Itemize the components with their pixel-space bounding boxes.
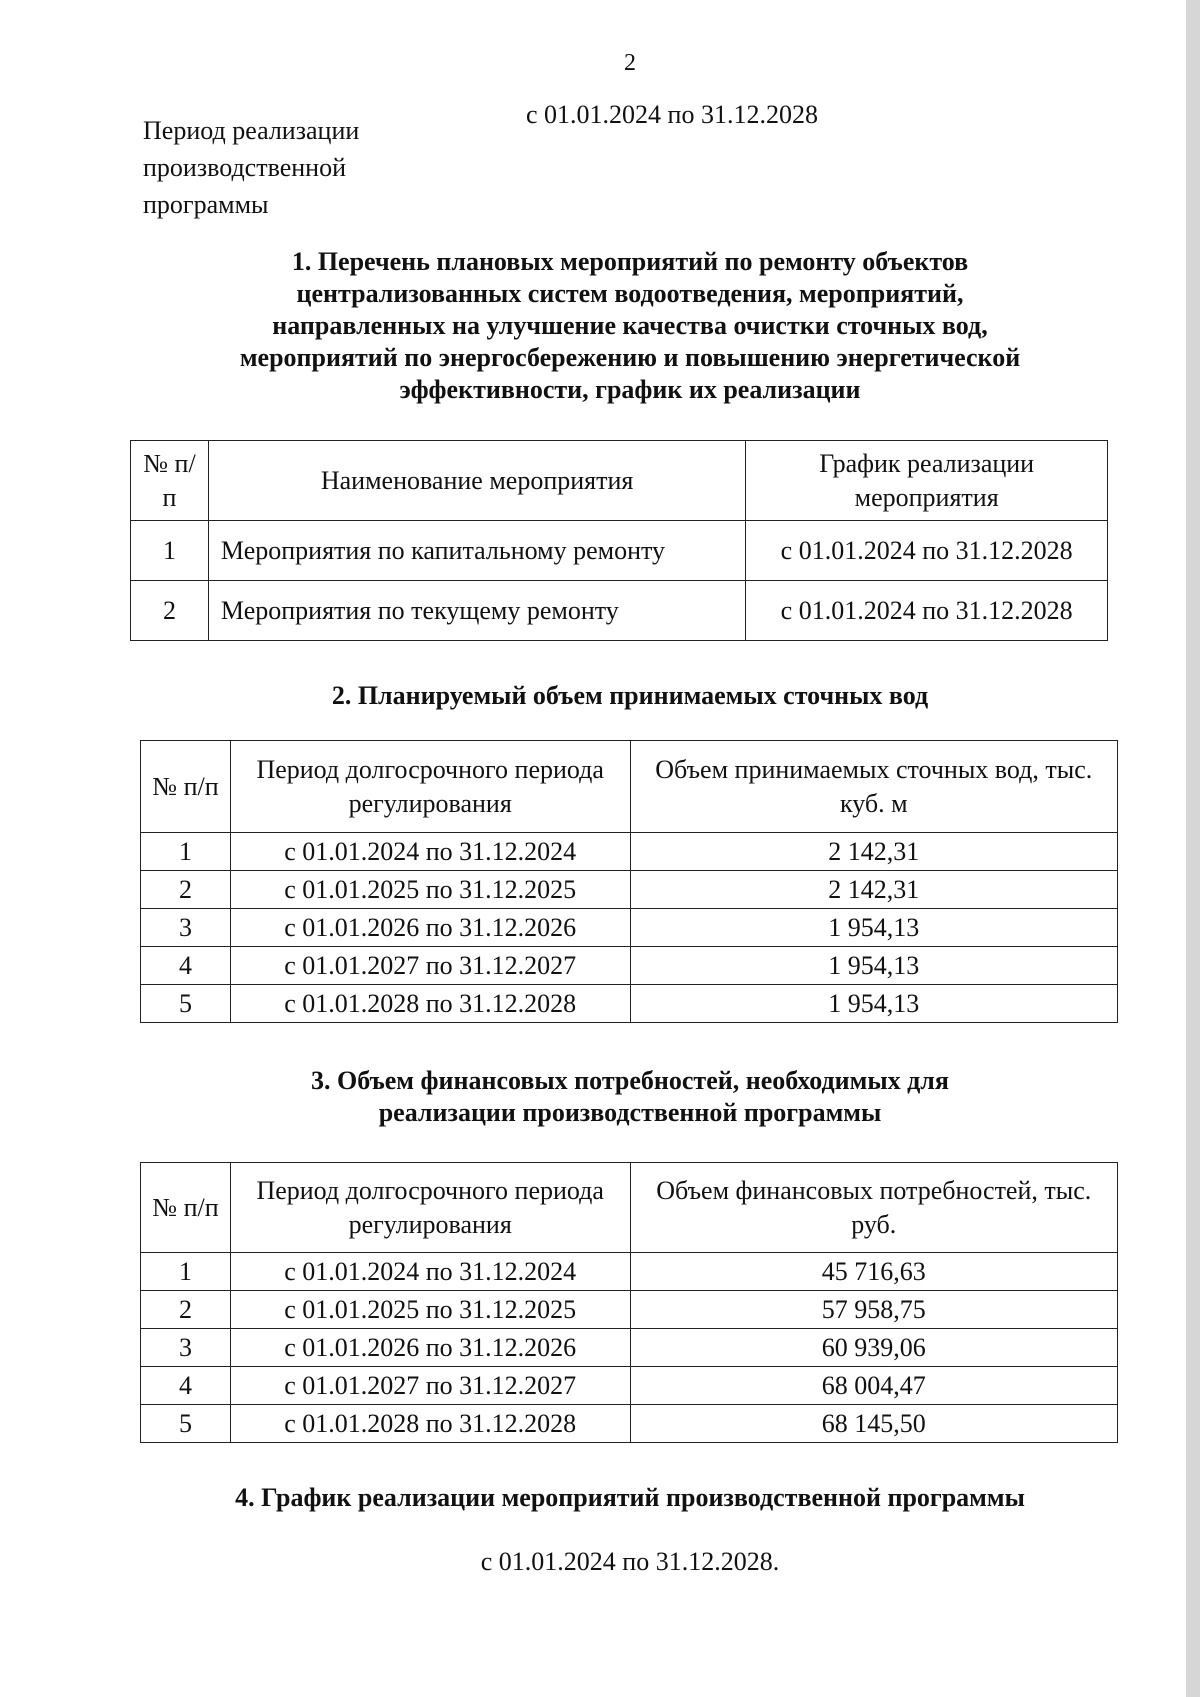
row-period: с 01.01.2024 по 31.12.2024 (230, 1253, 630, 1291)
row-period: с 01.01.2026 по 31.12.2026 (230, 1329, 630, 1367)
table-header-row (141, 741, 1118, 833)
row-num: 4 (141, 947, 231, 985)
row-num: 1 (141, 833, 231, 871)
row-period: с 01.01.2027 по 31.12.2027 (230, 1367, 630, 1405)
period-label: Период реализации производственной программы (143, 116, 360, 219)
period-value: с 01.01.2024 по 31.12.2028 (526, 100, 818, 129)
section1-title-line: направленных на улучшение качества очистки сточных вод, (272, 311, 988, 340)
row-value: 57 958,75 (630, 1291, 1117, 1329)
header-finance: Объем финансовых потребностей, тыс. руб. (630, 1163, 1117, 1253)
table-row (131, 521, 1108, 581)
table-row (141, 833, 1118, 871)
measures-table (130, 440, 1108, 641)
section3-title (0, 1065, 1200, 1129)
header-num: № п/п (141, 741, 231, 833)
section2-title: 2. Планируемый объем принимаемых сточных вод (331, 681, 929, 710)
section3-title-line: реализации производственной программы (378, 1098, 882, 1127)
table-row (141, 909, 1118, 947)
row-num: 4 (141, 1367, 231, 1405)
table-row (141, 1253, 1118, 1291)
row-value: 1 954,13 (630, 947, 1117, 985)
row-name: Мероприятия по текущему ремонту (208, 581, 745, 641)
section1-title-line: эффективности, график их реализации (399, 375, 861, 404)
row-num: 3 (141, 1329, 231, 1367)
table-header-row (141, 1163, 1118, 1253)
header-volume: Объем принимаемых сточных вод, тыс. куб. м (630, 741, 1117, 833)
row-value: 45 716,63 (630, 1253, 1117, 1291)
table-row (141, 1329, 1118, 1367)
table-row (141, 1367, 1118, 1405)
row-value: 1 954,13 (630, 909, 1117, 947)
row-value: 2 142,31 (630, 871, 1117, 909)
row-num: 3 (141, 909, 231, 947)
section1-title-line: 1. Перечень плановых мероприятий по ремонту объектов (291, 247, 969, 276)
table-header-row (131, 441, 1108, 521)
row-period: с 01.01.2025 по 31.12.2025 (230, 871, 630, 909)
row-period: с 01.01.2026 по 31.12.2026 (230, 909, 630, 947)
financial-needs-table (140, 1162, 1118, 1443)
header-num: № п/п (141, 1163, 231, 1253)
section1-title (0, 246, 1200, 406)
row-name: Мероприятия по капитальному ремонту (208, 521, 745, 581)
row-num: 2 (131, 581, 209, 641)
section1-title-line: мероприятий по энергосбережению и повышению энергетической (239, 343, 1021, 372)
row-period: с 01.01.2024 по 31.12.2024 (230, 833, 630, 871)
header-period: Период долгосрочного периода регулирования (230, 1163, 630, 1253)
section1-title-line: централизованных систем водоотведения, мероприятий, (296, 279, 964, 308)
row-schedule: с 01.01.2024 по 31.12.2028 (746, 521, 1108, 581)
row-value: 68 145,50 (630, 1405, 1117, 1443)
table-row (141, 1405, 1118, 1443)
row-value: 2 142,31 (630, 833, 1117, 871)
row-period: с 01.01.2028 по 31.12.2028 (230, 985, 630, 1023)
row-period: с 01.01.2025 по 31.12.2025 (230, 1291, 630, 1329)
table-row (141, 1291, 1118, 1329)
row-schedule: с 01.01.2024 по 31.12.2028 (746, 581, 1108, 641)
table-row (141, 985, 1118, 1023)
page-number: 2 (624, 50, 636, 76)
header-period: Период долгосрочного периода регулирования (230, 741, 630, 833)
row-num: 2 (141, 871, 231, 909)
row-period: с 01.01.2028 по 31.12.2028 (230, 1405, 630, 1443)
section3-title-line: 3. Объем финансовых потребностей, необходимых для (311, 1066, 949, 1095)
row-num: 1 (131, 521, 209, 581)
row-value: 60 939,06 (630, 1329, 1117, 1367)
row-num: 2 (141, 1291, 231, 1329)
header-name: Наименование мероприятия (208, 441, 745, 521)
row-value: 1 954,13 (630, 985, 1117, 1023)
wastewater-volume-table (140, 740, 1118, 1023)
table-row (131, 581, 1108, 641)
row-num: 5 (141, 985, 231, 1023)
row-value: 68 004,47 (630, 1367, 1117, 1405)
row-num: 1 (141, 1253, 231, 1291)
header-schedule: График реализации мероприятия (746, 441, 1108, 521)
section4-title: 4. График реализации мероприятий производственной программы (235, 1483, 1025, 1512)
row-period: с 01.01.2027 по 31.12.2027 (230, 947, 630, 985)
section4-period: с 01.01.2024 по 31.12.2028. (480, 1547, 780, 1576)
table-row (141, 947, 1118, 985)
header-num: № п/п (131, 441, 209, 521)
row-num: 5 (141, 1405, 231, 1443)
table-row (141, 871, 1118, 909)
